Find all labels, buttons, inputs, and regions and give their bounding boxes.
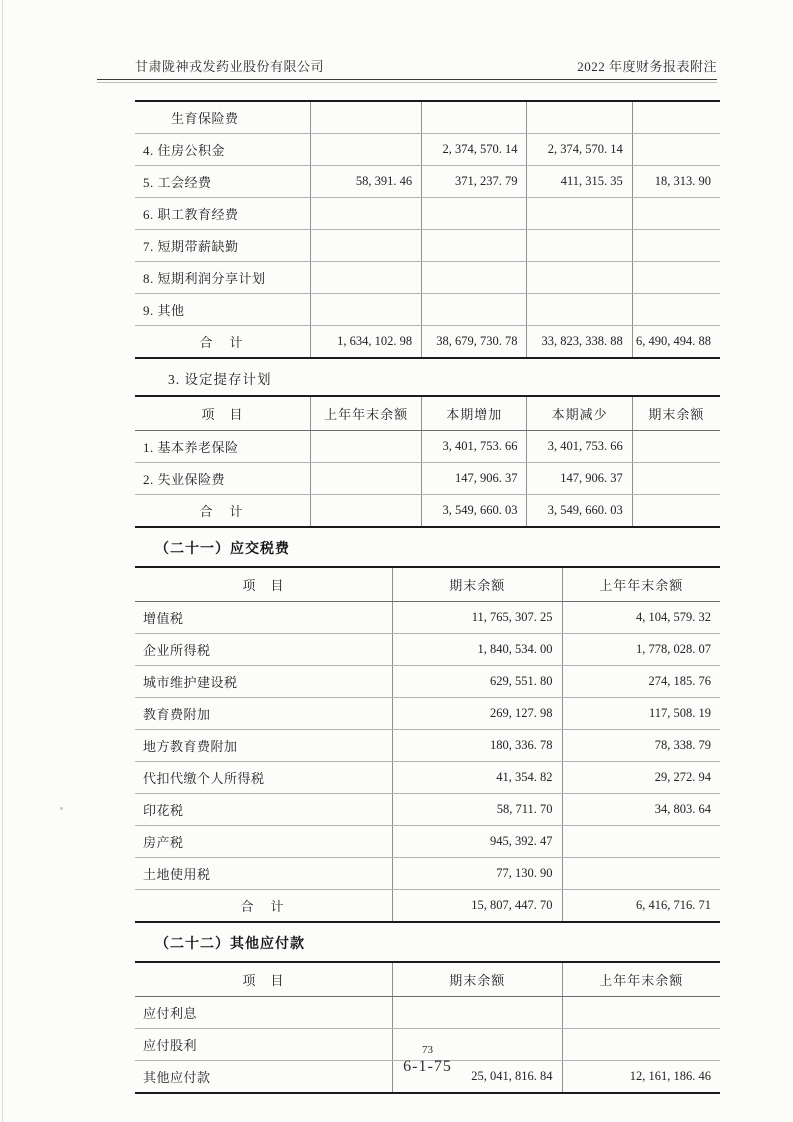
value-cell: [632, 101, 720, 134]
column-header: 上年年末余额: [562, 962, 720, 997]
value-cell: [422, 198, 527, 230]
value-cell: 58, 391. 46: [311, 166, 422, 198]
value-cell: 18, 313. 90: [632, 166, 720, 198]
value-cell: [527, 294, 632, 326]
item-cell: 2. 失业保险费: [135, 463, 311, 495]
value-cell: [632, 198, 720, 230]
value-cell: 77, 130. 90: [392, 858, 562, 890]
value-cell: [311, 294, 422, 326]
table-row: [135, 698, 720, 730]
item-cell: 城市维护建设税: [135, 666, 392, 698]
table-row: [135, 101, 720, 134]
table-row: [135, 262, 720, 294]
value-cell: [562, 826, 720, 858]
scan-dot-artifact: [60, 807, 63, 810]
value-cell: 38, 679, 730. 78: [422, 326, 527, 359]
value-cell: [527, 230, 632, 262]
table-row: [135, 230, 720, 262]
value-cell: 945, 392. 47: [392, 826, 562, 858]
value-cell: 147, 906. 37: [422, 463, 527, 495]
value-cell: [527, 198, 632, 230]
item-cell: 4. 住房公积金: [135, 134, 311, 166]
value-cell: 1, 634, 102. 98: [311, 326, 422, 359]
defined-contribution-table: [135, 395, 720, 528]
table-row: [135, 666, 720, 698]
item-cell: 1. 基本养老保险: [135, 431, 311, 463]
item-cell: 应付股利: [135, 1029, 392, 1061]
value-cell: [311, 198, 422, 230]
item-cell: 应付利息: [135, 997, 392, 1029]
content-column: [135, 100, 720, 1094]
column-header: 项 目: [135, 567, 392, 602]
value-cell: 371, 237. 79: [422, 166, 527, 198]
value-cell: 11, 765, 307. 25: [392, 602, 562, 634]
value-cell: 1, 778, 028. 07: [562, 634, 720, 666]
total-row: [135, 495, 720, 528]
value-cell: 269, 127. 98: [392, 698, 562, 730]
table-row: [135, 463, 720, 495]
column-header: 项 目: [135, 396, 311, 431]
header-row: [135, 396, 720, 431]
value-cell: [422, 294, 527, 326]
value-cell: 3, 401, 753. 66: [422, 431, 527, 463]
taxes-payable-heading: （二十一）应交税费: [155, 542, 290, 557]
header-row: [135, 962, 720, 997]
item-cell: 生育保险费: [135, 101, 311, 134]
value-cell: 147, 906. 37: [527, 463, 632, 495]
column-header: 项 目: [135, 962, 392, 997]
value-cell: 6, 490, 494. 88: [632, 326, 720, 359]
value-cell: 25, 041, 816. 84: [392, 1061, 562, 1094]
value-cell: [311, 463, 422, 495]
value-cell: [311, 262, 422, 294]
value-cell: 3, 401, 753. 66: [527, 431, 632, 463]
table-row: [135, 431, 720, 463]
value-cell: [632, 134, 720, 166]
value-cell: [311, 101, 422, 134]
page-number: 73: [422, 1044, 433, 1056]
table-row: [135, 602, 720, 634]
item-cell: 6. 职工教育经费: [135, 198, 311, 230]
item-cell: 土地使用税: [135, 858, 392, 890]
company-name: 甘肃陇神戎发药业股份有限公司: [135, 59, 325, 74]
other-payables-heading: （二十二）其他应付款: [155, 937, 305, 952]
column-header: 上年年末余额: [562, 567, 720, 602]
value-cell: 33, 823, 338. 88: [527, 326, 632, 359]
doc-code: 6-1-75: [403, 1058, 452, 1075]
value-cell: [527, 262, 632, 294]
table-row: [135, 730, 720, 762]
value-cell: [632, 294, 720, 326]
item-cell: 企业所得税: [135, 634, 392, 666]
item-cell: 合 计: [199, 504, 245, 519]
value-cell: [422, 101, 527, 134]
value-cell: 34, 803. 64: [562, 794, 720, 826]
total-row: [135, 890, 720, 923]
page-footer: [135, 1044, 720, 1077]
value-cell: [632, 262, 720, 294]
table-row: [135, 858, 720, 890]
item-cell: 代扣代缴个人所得税: [135, 762, 392, 794]
value-cell: 6, 416, 716. 71: [562, 890, 720, 923]
value-cell: 117, 508. 19: [562, 698, 720, 730]
table-row: [135, 997, 720, 1029]
value-cell: 3, 549, 660. 03: [422, 495, 527, 528]
value-cell: [632, 431, 720, 463]
item-cell: 9. 其他: [135, 294, 311, 326]
value-cell: 3, 549, 660. 03: [527, 495, 632, 528]
table-row: [135, 826, 720, 858]
value-cell: 2, 374, 570. 14: [422, 134, 527, 166]
item-cell: 印花税: [135, 794, 392, 826]
value-cell: [311, 230, 422, 262]
item-cell: 增值税: [135, 602, 392, 634]
value-cell: 180, 336. 78: [392, 730, 562, 762]
value-cell: [392, 997, 562, 1029]
column-header: 期末余额: [632, 396, 720, 431]
table-row: [135, 762, 720, 794]
item-cell: 合 计: [199, 335, 245, 350]
value-cell: [422, 230, 527, 262]
value-cell: 274, 185. 76: [562, 666, 720, 698]
scan-edge-artifact: [2, 0, 3, 1122]
table-row: [135, 134, 720, 166]
item-cell: 地方教育费附加: [135, 730, 392, 762]
table-row: [135, 794, 720, 826]
item-cell: 5. 工会经费: [135, 166, 311, 198]
item-cell: 8. 短期利润分享计划: [135, 262, 311, 294]
column-header: 上年年末余额: [311, 396, 422, 431]
value-cell: 41, 354. 82: [392, 762, 562, 794]
header-rule: [97, 79, 717, 83]
value-cell: [311, 431, 422, 463]
value-cell: 2, 374, 570. 14: [527, 134, 632, 166]
value-cell: 58, 711. 70: [392, 794, 562, 826]
item-cell: 教育费附加: [135, 698, 392, 730]
employee-benefits-table: [135, 100, 720, 359]
value-cell: [311, 134, 422, 166]
header-row: [135, 567, 720, 602]
table-row: [135, 634, 720, 666]
page-header: [100, 56, 717, 75]
item-cell: 7. 短期带薪缺勤: [135, 230, 311, 262]
item-cell: 房产税: [135, 826, 392, 858]
defined-contribution-heading: 3. 设定提存计划: [168, 372, 272, 387]
value-cell: [632, 495, 720, 528]
value-cell: [527, 101, 632, 134]
table-row: [135, 198, 720, 230]
column-header: 本期减少: [527, 396, 632, 431]
value-cell: 411, 315. 35: [527, 166, 632, 198]
column-header: 期末余额: [392, 567, 562, 602]
value-cell: 1, 840, 534. 00: [392, 634, 562, 666]
value-cell: [311, 495, 422, 528]
item-cell: 合 计: [240, 899, 286, 914]
value-cell: [562, 997, 720, 1029]
report-title: 2022 年度财务报表附注: [577, 59, 717, 74]
column-header: 期末余额: [392, 962, 562, 997]
taxes-payable-table: [135, 566, 720, 923]
value-cell: [562, 858, 720, 890]
value-cell: 78, 338. 79: [562, 730, 720, 762]
value-cell: 629, 551. 80: [392, 666, 562, 698]
value-cell: 15, 807, 447. 70: [392, 890, 562, 923]
value-cell: 29, 272. 94: [562, 762, 720, 794]
column-header: 本期增加: [422, 396, 527, 431]
item-cell: 其他应付款: [143, 1070, 211, 1085]
total-row: [135, 326, 720, 359]
value-cell: [632, 230, 720, 262]
value-cell: 4, 104, 579. 32: [562, 602, 720, 634]
value-cell: [632, 463, 720, 495]
table-row: [135, 166, 720, 198]
value-cell: 12, 161, 186. 46: [562, 1061, 720, 1094]
table-row: [135, 294, 720, 326]
value-cell: [422, 262, 527, 294]
